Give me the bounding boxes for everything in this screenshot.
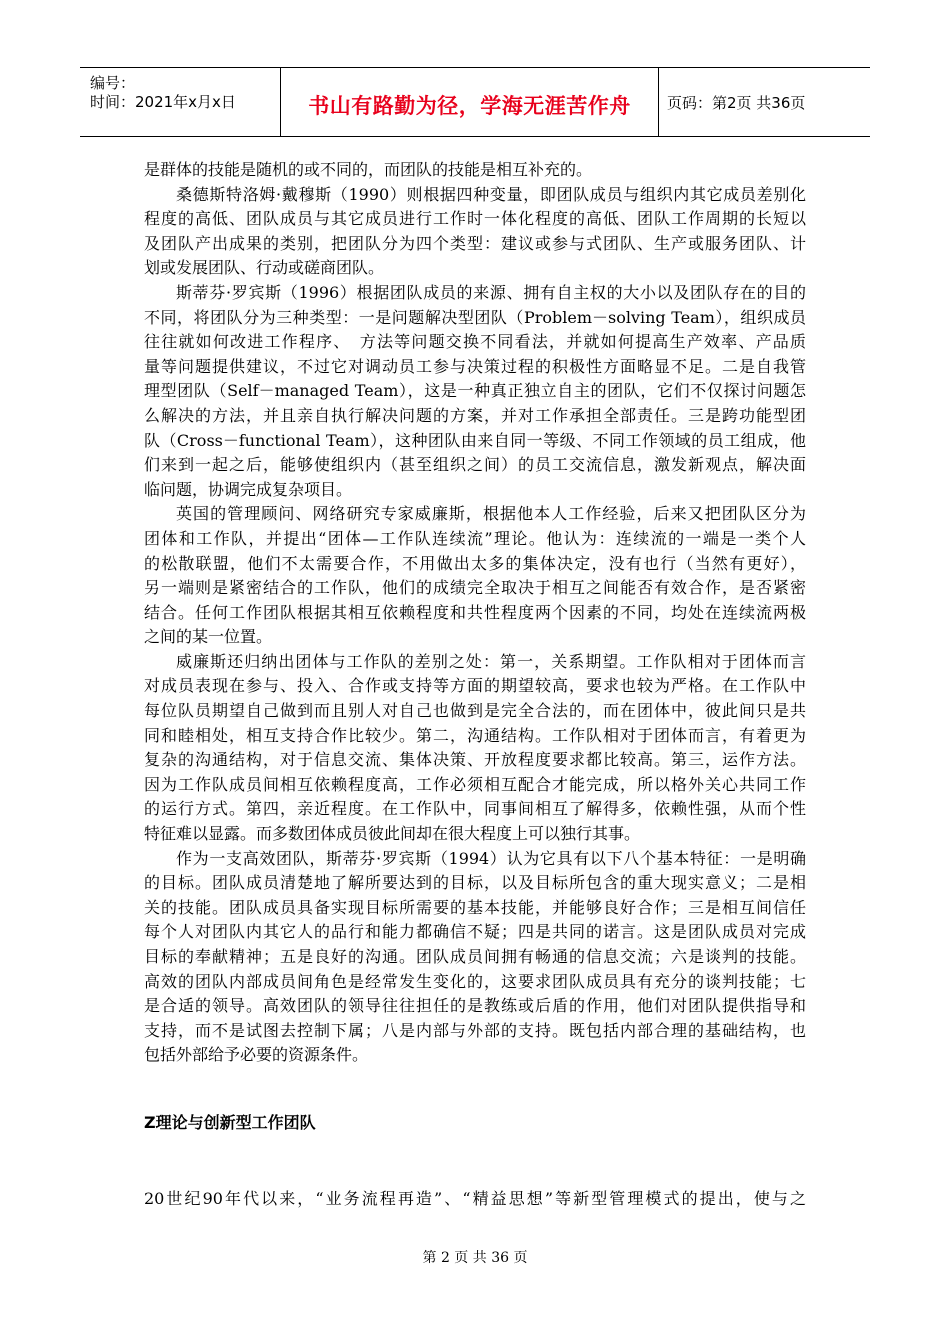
text-line: 结合。任何工作团队根据其相互依赖程度和共性程度两个因素的不同，均处在连续流两极 <box>144 602 806 622</box>
text-line: 往往就如何改进工作程序、 方法等问题交换不同看法，并就如何提高生产效率、产品质 <box>144 332 806 352</box>
page-header <box>80 67 870 137</box>
text-line: 英国的管理顾问、网络研究专家威廉斯，根据他本人工作经验，后来又把团队区分为 <box>176 504 806 524</box>
header-page-info: 页码：第2页 共36页 <box>667 94 806 112</box>
text-line: 队（Cross－functional Team），这种团队由来自同一等级、不同工作领域的员工组成，他 <box>144 430 806 450</box>
text-line: 作为一支高效团队，斯蒂芬·罗宾斯（1994）认为它具有以下八个基本特征：一是明确 <box>176 848 806 868</box>
header-motto-cell <box>281 68 659 136</box>
header-motto: 书山有路勤为径，学海无涯苦作舟 <box>308 94 631 118</box>
document-number-label: 编号： <box>90 74 136 92</box>
text-line: 同和睦相处，相互支持合作比较少。第二，沟通结构。工作队相对于团体而言，有着更为 <box>144 725 806 745</box>
text-line: 目标的奉献精神；五是良好的沟通。团队成员间拥有畅通的信息交流；六是谈判的技能。 <box>144 947 806 966</box>
text-line: 是合适的领导。高效团队的领导往往担任的是教练或后盾的作用，他们对团队提供指导和 <box>144 996 806 1016</box>
text-line: 及团队产出成果的类别，把团队分为四个类型：建议或参与式团队、生产或服务团队、计 <box>144 233 806 253</box>
text-line: 之间的某一位置。 <box>144 627 273 647</box>
text-line: 威廉斯还归纳出团体与工作队的差别之处：第一，关系期望。工作队相对于团体而言 <box>176 651 806 671</box>
text-line: 对成员表现在参与、投入、合作或支持等方面的期望较高，要求也较为严格。在工作队中 <box>144 676 806 696</box>
body-paragraph <box>144 158 806 183</box>
body-paragraph-continuation: 20世纪90年代以来，“业务流程再造”、“精益思想”等新型管理模式的提出，使与之 <box>144 1189 806 1208</box>
text-line: 另一端则是紧密结合的工作队，他们的成绩完全取决于相互之间能否有效合作，是否紧密 <box>144 578 806 598</box>
document-body <box>144 158 806 1068</box>
page-footer: 第 2 页 共 36 页 <box>422 1250 528 1266</box>
header-page-cell <box>659 68 870 136</box>
text-line: 特征难以显露。而多数团体成员彼此间却在很大程度上可以独行其事。 <box>144 824 641 844</box>
text-line: 量等问题提供建议，不过它对调动员工参与决策过程的积极性方面略显不足。二是自我管 <box>144 356 806 376</box>
text-line: 理型团队（Self－managed Team），这是一种真正独立自主的团队，它们不仅探讨问题怎 <box>144 381 806 401</box>
header-meta-cell <box>80 68 281 136</box>
body-paragraph <box>144 502 806 650</box>
text-line: 程度的高低、团队成员与其它成员进行工作时一体化程度的高低、团队工作周期的长短以 <box>144 209 806 229</box>
body-paragraph <box>144 183 806 281</box>
text-line: 的松散联盟，他们不太需要合作，不用做出太多的集体决定，没有也行（当然有更好）， <box>144 553 806 573</box>
text-line: 斯蒂芬·罗宾斯（1996）根据团队成员的来源、拥有自主权的大小以及团队存在的目的 <box>176 282 806 302</box>
text-line: 支持，而不是试图去控制下属；八是内部与外部的支持。既包括内部合理的基础结构，也 <box>144 1020 806 1040</box>
text-line: 的运行方式。第四，亲近程度。在工作队中，同事间相互了解得多，依赖性强，从而个性 <box>144 799 806 819</box>
document-date-label: 时间：2021年x月x日 <box>90 93 236 111</box>
body-paragraph <box>144 847 806 1068</box>
text-line: 是群体的技能是随机的或不同的，而团队的技能是相互补充的。 <box>144 160 593 179</box>
text-line: 复杂的沟通结构，对于信息交流、集体决策、开放程度要求都比较高。第三，运作方法。 <box>144 750 806 770</box>
text-line: 每位队员期望自己做到而且别人对自己也做到是完全合法的，而在团体中，彼此间只是共 <box>144 701 806 721</box>
section-title: Z理论与创新型工作团队 <box>144 1113 316 1132</box>
text-line: 高效的团队内部成员间角色是经常发生变化的，这要求团队成员具有充分的谈判技能；七 <box>144 971 806 991</box>
text-line: 么解决的方法，并且亲自执行解决问题的方案，并对工作承担全部责任。三是跨功能型团 <box>144 405 806 425</box>
text-line: 的目标。团队成员清楚地了解所要达到的目标，以及目标所包含的重大现实意义；二是相 <box>144 873 806 893</box>
body-paragraph <box>144 650 806 847</box>
text-line: 临问题，协调完成复杂项目。 <box>144 479 353 499</box>
text-line: 们来到一起之后，能够使组织内（甚至组织之间）的员工交流信息，激发新观点，解决面 <box>144 455 806 475</box>
body-paragraph <box>144 281 806 502</box>
text-line: 包括外部给予必要的资源条件。 <box>144 1045 369 1065</box>
text-line: 每个人对团队内其它人的品行和能力都确信不疑；四是共同的诺言。这是团队成员对完成 <box>144 922 806 942</box>
text-line: 桑德斯特洛姆·戴穆斯（1990）则根据四种变量，即团队成员与组织内其它成员差别化 <box>176 184 806 204</box>
text-line: 团体和工作队，并提出“团体—工作队连续流”理论。他认为：连续流的一端是一类个人 <box>144 528 806 548</box>
text-line: 关的技能。团队成员具备实现目标所需要的基本技能，并能够良好合作；三是相互间信任 <box>144 897 806 917</box>
text-line: 不同，将团队分为三种类型：一是问题解决型团队（Problem－solving Team），组织成员 <box>144 307 806 327</box>
text-line: 因为工作队成员间相互依赖程度高，工作必须相互配合才能完成，所以格外关心共同工作 <box>144 774 806 794</box>
text-line: 划或发展团队、行动或磋商团队。 <box>144 258 385 278</box>
